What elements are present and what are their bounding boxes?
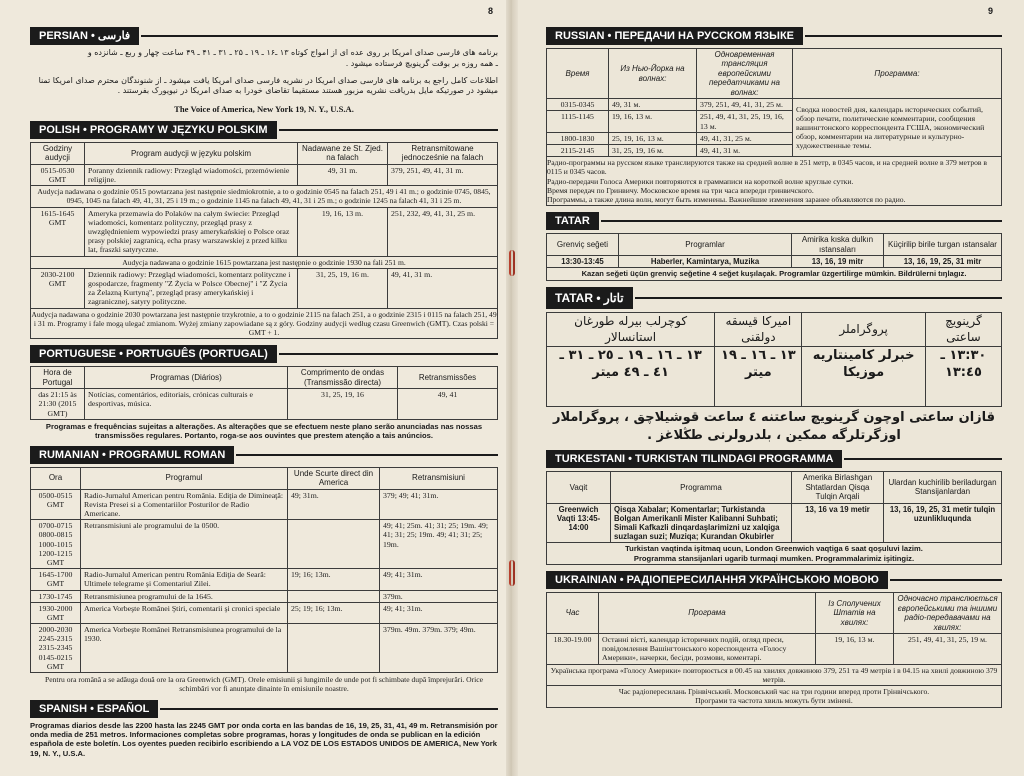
section-title: TATAR (546, 212, 599, 230)
turkestani-table (546, 471, 1002, 565)
polish-header (30, 121, 498, 139)
romanian-table (30, 467, 498, 673)
col-header: Retransmissões (398, 367, 498, 389)
table-note: Радио-передачи Голоса Америки повторяются в граммаписи на короткой волне круглые сутки. (547, 176, 854, 186)
col-header: Час (547, 593, 599, 634)
col-header: Amirika kıska dulkın ıstansaları (792, 234, 884, 256)
ukrainian-table (546, 592, 1002, 707)
table-row: ١٣:٣٠ ـ ١٣:٤٥ خبرلر كامينتاريه موزيكا ١٣ ـ ١٦ ـ ١٩ ميتر ١٣ ـ ١٦ ـ ١٩ ـ ٢٥ ـ ٣١ ـ ٤١ ـ ٤٩ ميتر (547, 347, 1002, 407)
col-header: Время (547, 49, 609, 99)
table-note: Audycja nadawana o godzinie 2030 powtarzana jest następnie trzykrotnie, a to o godzinie 2115 na falach 251, a o godzinie 2315 i 0115 na falach 251, 49 i 31 m. Programy i fale mogą ulegać zmianom. Wyżej zmiany zapowiadane są z góry. Godziny audycji według czasu Greenwich (GMT). Czas polski = GMT + 1. (31, 309, 497, 338)
col-header: Nadawane ze St. Zjed. na falach (298, 142, 388, 164)
table-row: 0315-0345 49, 31 м. 379, 251, 49, 41, 31, 25 м. Сводка новостей дня, календарь исторических событий, обзор печати, политические комментарии, сообщения вашингтонского корреспондента ГСША, экономический обзор, комментарии на литературные и культурно-художественные темы. (547, 99, 1002, 111)
table-row: 1615-1645 GMT Ameryka przemawia do Polaków na całym świecie: Przegląd wiadomości, komentarz polityczny, przegląd prasy z uwzględnieniem wypowiedzi prasy amerykańskiej o Polsce oraz prasy polskiej zagranicą, echa prasy warszawskiej z przed kilku lat, fraszki satyryczne. 19, 16, 13 m. 251, 232, 49, 41, 31, 25 m. (31, 207, 498, 256)
table-row: Greenwich Vaqti 13:45-14:00 Qisqa Xabalar; Komentarlar; Turkistanda Bolgan Amerikanli Mister Kalibanni Suhbati; Simali Kafkazli dinqardaşlarimizni uz xalqiga suzlagan suzi; Muziqa; Kurandan Okubirler 13, 16 va 19 metir 13, 16, 19, 25, 31 metir tulqin uzunlikluqunda (547, 503, 1002, 543)
table-note: Programma stansijanlari ugarib turmaqi mumken. Programmalarimiz işitingiz. (633, 553, 915, 563)
col-header: Программа: (793, 49, 1002, 99)
col-header: Retransmisiuni (380, 467, 498, 489)
col-header: Ora (31, 467, 81, 489)
col-header: Program audycji w języku polskim (85, 142, 298, 164)
right-page (512, 0, 1024, 776)
persian-text: میشود در صورتیکه مایل بدریافت نشریه مزبور هستند مستقیما تقاضای خودرا به صدای امریکا در نیویورک بفرستند . (117, 86, 498, 96)
binding-stitch (509, 250, 515, 276)
section-title: TATAR • تاتار (546, 287, 633, 309)
section-title: PERSIAN • فارسی (30, 27, 139, 45)
russian-header (546, 27, 1002, 45)
section-title: SPANISH • ESPAÑOL (30, 700, 158, 718)
section-title: RUMANIAN • PROGRAMUL ROMAN (30, 446, 234, 464)
tatar-header (546, 212, 1002, 230)
col-header: Amerika Birlashgan Shtatlardan Qisqa Tulqin Arqali (792, 472, 884, 503)
col-header: Retransmitowane jednocześnie na falach (388, 142, 498, 164)
col-header: Godziny audycji (31, 142, 85, 164)
tatar-arabic-table (546, 312, 1002, 407)
col-header: اميركا قيسقه دولقنى (715, 312, 802, 346)
col-header: Програма (599, 593, 816, 634)
page-number: 8 (488, 6, 494, 16)
col-header: Из Нью-Йорка на волнах: (609, 49, 697, 99)
section-title: TURKESTANI • TURKISTAN TILINDAGI PROGRAMMA (546, 450, 842, 468)
table-note: Українська програма «Голосу Америки» повторюється в 00.45 на хвилях довжиною 379, 251 та 49 метрів і в 04.15 на хвилі довжиною 379 метрів. (550, 665, 998, 684)
section-title: PORTUGUESE • PORTUGUÊS (PORTUGAL) (30, 345, 277, 363)
section-title: RUSSIAN • ПЕРЕДАЧИ НА РУССКОМ ЯЗЫКЕ (546, 27, 803, 45)
table-row: 2030-2100 GMT Dziennik radiowy: Przegląd wiadomości, komentarz polityczne i gospodarcze, fragmenty "Z Życia w Polsce Obecnej" i "Z Życia za Żelazną Kurtyną", przegląd prasy amerykańskiej i zagranicznej, satyry polityczne. 31, 25, 19, 16 m. 49, 41, 31 m. (31, 268, 498, 308)
spanish-note: Programas diarios desde las 2200 hasta las 2245 GMT por onda corta en las bandas de 16, 19, 25, 31, 41, 49 m. Retransmisión por onda media de 251 metros. Informaciones completas sobre programas, horas y longitudes de onda se publican en la edición española de este boletín. Los oyentes pueden recibirlo escribiendo a LA VOZ DE LOS ESTADOS UNIDOS DE AMERICA, New York 19, N. Y., U.S.A. (30, 720, 498, 758)
table-note: Время передач по Гринвичу. Московское время на три часа впереди гринвичского. (547, 185, 814, 195)
portuguese-note: Programas e frequências sujeitas a alterações. As alterações que se efectuem neste plano serão anunciadas nas nossas transmissões regulares. Portanto, roga-se aos ouvintes que prestem atenção a tais anúncios. (45, 421, 483, 441)
section-title: UKRAINIAN • РАДІОПЕРЕСИЛАННЯ УКРАЇНСЬКОЮ МОВОЮ (546, 571, 888, 589)
table-row: 13:30-13:45 Haberler, Kamintarya, Muzika 13, 16, 19 mitr 13, 16, 19, 25, 31 mitr (547, 256, 1002, 268)
table-note: Радио-программы на русском языке транслируются также на средней волне в 251 метр, в 0345 часов, и на средней волне в 379 метров в 0115 и 0345 часов. (547, 158, 987, 177)
col-header: Programlar (619, 234, 792, 256)
col-header: Vaqit (547, 472, 611, 503)
table-row: 0500-0515 GMT Radio-Jurnalul American pentru România. Ediţia de Dimineaţă: Revista Presei si a Comentariilor Posturilor de Radio Americane. 49; 31m. 379; 49; 41; 31m. (31, 489, 498, 520)
table-row: 1115-1145 19, 16, 13 м. 251, 49, 41, 31, 25, 19, 16, 13 м. (547, 111, 1002, 132)
russian-table (546, 48, 1002, 206)
table-note: Audycja nadawana o godzinie 1615 powtarzana jest następnie o godzinie 1930 na fali 251 m. (31, 256, 498, 268)
table-row: 0515-0530 GMT Poranny dziennik radiowy: Przegląd wiadomości, przemówienie religijne. 49, 31 m. 379, 251, 49, 41, 31 m. (31, 164, 498, 185)
col-header: گرينويچ ساعتى (925, 312, 1001, 346)
tatar-arabic-note (546, 407, 1002, 444)
table-row: 2000-2030 2245-2315 2315-2345 0145-0215 GMT America Vorbeşte Românei Retransmisiunea programului de la 1930. 379m. 49m. 379m. 379; 49m. (31, 624, 498, 673)
russian-program: Сводка новостей дня, календарь исторических событий, обзор печати, политические комментарии, сообщения вашингтонского корреспондента ГСША, экономический обзор, комментарии на литературные и культурно-художественные темы. (793, 99, 1002, 157)
tatar-table (546, 233, 1002, 281)
table-row: 1730-1745 Retransmisiunea programului de la 1645. 379m. (31, 590, 498, 602)
table-row: das 21:15 às 21:30 (2015 GMT) Notícias, comentários, editoriais, crónicas culturais e desportivas, música. 31, 25, 19, 16 49, 41 (31, 389, 498, 420)
col-header: Programul (81, 467, 288, 489)
tatar-arabic-header (546, 287, 1002, 309)
persian-text: اطلاعات کامل راجع به برنامه های فارسی صدای امریکا در نشریه فارسی صدای امریکا یافت میشود ـ از شنوندگان محترم صدای امریکا تمنا (38, 75, 498, 85)
persian-header (30, 27, 498, 45)
portuguese-table (30, 366, 498, 419)
romanian-header (30, 446, 498, 464)
col-header: Programma (611, 472, 792, 503)
col-header: کوچرلب بيرله طورغان استانسالار (547, 312, 715, 346)
table-row: 1930-2000 GMT America Vorbeşte Românei Ştiri, comentarii şi cronici speciale 25; 19; 16; 13m. 49; 41; 31m. (31, 602, 498, 623)
table-note: Turkistan vaqtinda işitmaq ucun, London Greenwich vaqtiga 6 saat qoşuluvi lazim. (625, 544, 923, 554)
col-header: پروگراملر (802, 312, 925, 346)
romanian-note: Pentru ora română a se adăuga două ore la ora Greenwich (GMT). Orele emisiunii şi lungimile de unde pot fi schimbate după împrejurări. Orice schimbări vor fi anunţate dinainte în emisiunile noastre. (45, 675, 483, 694)
spanish-header (30, 700, 498, 718)
col-header: Ulardan kuchirilib beriladurgan Stansijanlardan (884, 472, 1002, 503)
voa-address: The Voice of America, New York 19, N. Y., U.S.A. (174, 104, 354, 115)
note-line: اوزگرتلرگه ممكين ، بلدرولرنى طڭلاغز . (647, 427, 901, 443)
portuguese-header (30, 345, 498, 363)
table-row: 1645-1700 GMT Radio-Jurnalul American pentru România Ediţia de Seară: Ultimele telegrame şi Comentariul Zilei. 19; 16; 13m. 49; 41; 31m. (31, 569, 498, 590)
table-row: 1800-1830 25, 19, 16, 13 м. 49, 41, 31, 25 м. (547, 132, 1002, 144)
persian-text: ـ همه روزه بر بوقت گرینویچ فرستاده میشود . (345, 58, 498, 68)
polish-table (30, 142, 498, 339)
binding-stitch (509, 560, 515, 586)
note-line: قازان ساعتى اوچون گرينويچ ساعتنه ٤ ساعت قوشيلاچق ، پروگراملار (552, 410, 996, 426)
table-note: Audycja nadawana o godzinie 0515 powtarzana jest następnie siedmiokrotnie, a to o godzinie 0545 na falach 251, 49 i 41 m.; o godzinie 0745, 0845, 0945, 1045 na falach 49, 41, 31, 25 i 19 m.; o godzinie 1145 na falach 49, 41, 31 i 25 m.; o godzinie 1245 na falach 41, 31 i 25 m. (31, 186, 498, 208)
col-header: Küçirilip birile turgan ıstansalar (884, 234, 1002, 256)
col-header: Comprimento de ondas (Transmissão directa) (288, 367, 398, 389)
table-row: 2115-2145 31, 25, 19, 16 м. 49, 41, 31 м. (547, 144, 1002, 156)
persian-text: برنامه های فارسی صدای امریکا بر روی عده ای از امواج کوتاه ۱۳ ـ۱۶ ـ ۱۹ ـ ۲۵ ـ ۳۱ ـ ۴۱ ـ ۴۹ ساعت چهار و ربع ـ شانزده و (87, 48, 498, 57)
binding-gutter (506, 0, 518, 776)
table-note: Kazan seğeti üçün grenviç seğetine 4 seğet kuşılaçak. Programlar üzgertilirge mümkin. Bildrülerni tıŋlagız. (547, 268, 1002, 280)
table-row: 0700-0715 0800-0815 1000-1015 1200-1215 GMT Retransmisiuni ale programului de la 0500. 49; 41; 25m. 41; 31; 25; 19m. 49; 41; 31; 25; 19m. 49; 41; 31; 25; 19m. (31, 520, 498, 569)
table-note: Програми та частота хвиль можуть бути змінені. (695, 696, 853, 706)
col-header: Із Сполучених Штатів на хвилях: (816, 593, 894, 634)
col-header: Hora de Portugal (31, 367, 85, 389)
turkestani-header (546, 450, 1002, 468)
page-number: 9 (988, 6, 994, 16)
section-title: POLISH • PROGRAMY W JĘZYKU POLSKIM (30, 121, 277, 139)
table-note: Программы, а также длина волн, могут быть изменены. Важнейшие изменения заранее объявляются по радио. (547, 195, 906, 205)
col-header: Grenviç seğeti (547, 234, 619, 256)
col-header: Programas (Diários) (85, 367, 288, 389)
col-header: Unde Scurte direct din America (288, 467, 380, 489)
table-row: 18.30-19.00 Останні вісті, календар історичних подій, огляд преси, повідомлення Вашінгтонського кореспондента «Голосу Америки», начерки, бесіди, розмови, коментарі. 19, 16, 13 м. 251, 49, 41, 31, 25, 19 м. (547, 633, 1002, 664)
table-note: Час радіопересилань Грінвічський. Московський час на три години вперед проти Грінвічського. (618, 687, 930, 697)
ukrainian-header (546, 571, 1002, 589)
col-header: Одновременная трансляция европейскими передатчиками на волнах: (697, 49, 793, 99)
col-header: Одночасно транслюється європейськими та іншими радіо-передавачами на хвилях: (894, 593, 1002, 634)
